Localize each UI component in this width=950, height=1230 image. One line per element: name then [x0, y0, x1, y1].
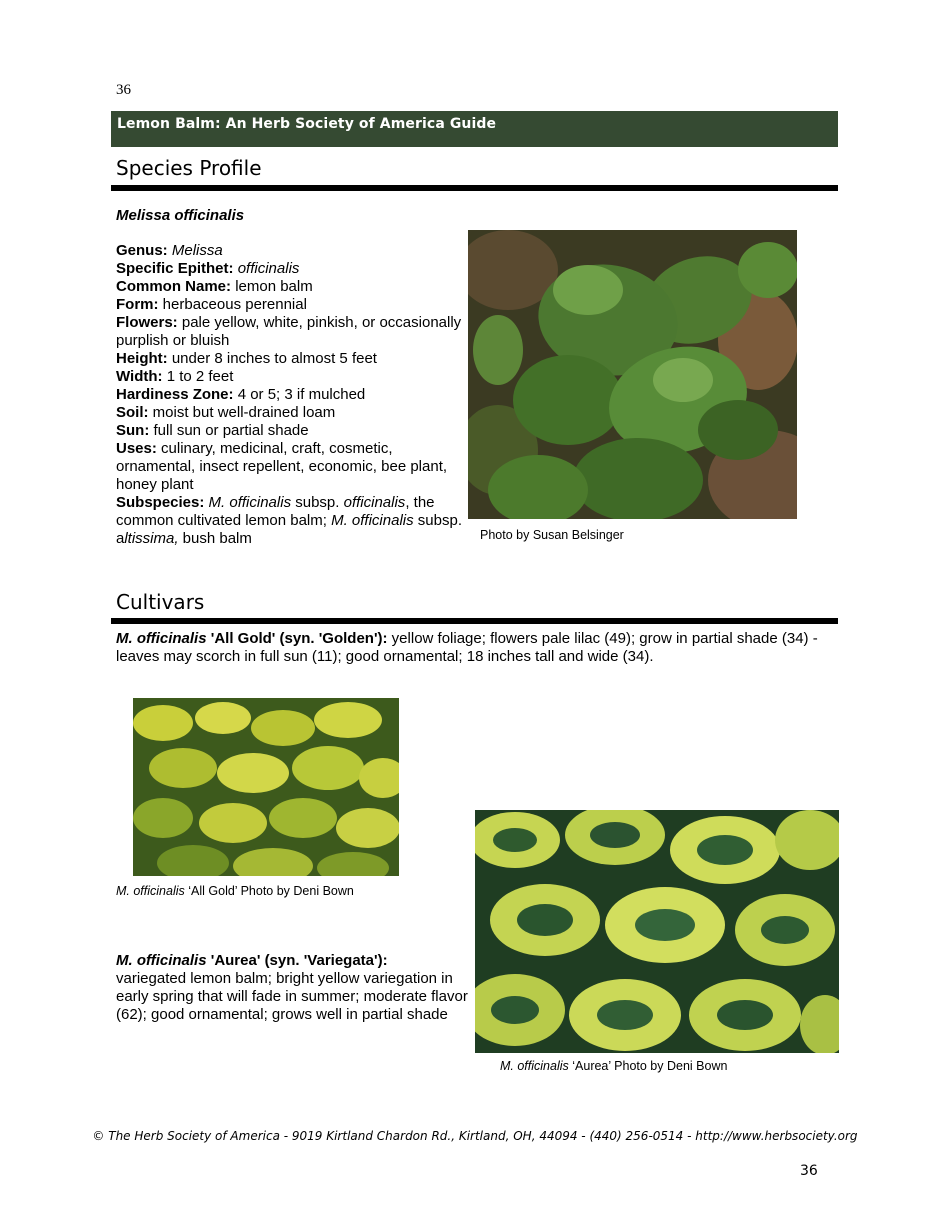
field-genus: Genus: Melissa: [116, 242, 223, 259]
page-number-top: 36: [116, 82, 131, 98]
page-number-bottom: 36: [800, 1163, 818, 1179]
aurea-description: M. officinalis 'Aurea' (syn. 'Variegata'): variegated lemon balm; bright yellow variegation in early spring that will fade in summer; moderate flavor (62); good ornamental; grows well in partial shade: [116, 952, 468, 1023]
species-profile-fields: [116, 242, 466, 548]
cultivars-heading: Cultivars: [116, 590, 205, 614]
field-uses: Uses: culinary, medicinal, craft, cosmetic, ornamental, insect repellent, economic, bee plant, honey plant: [116, 440, 448, 493]
field-width: Width: 1 to 2 feet: [116, 368, 234, 385]
field-epithet: Specific Epithet: officinalis: [116, 260, 300, 277]
header-title: Lemon Balm: An Herb Society of America Guide: [117, 116, 497, 132]
field-soil: Soil: moist but well-drained loam: [116, 404, 336, 421]
field-subspecies: Subspecies: M. officinalis subsp. officinalis, the common cultivated lemon balm; M. officinalis subsp. altissima, bush balm: [116, 494, 462, 547]
all-gold-photo-caption: M. officinalis ‘All Gold’ Photo by Deni Bown: [116, 884, 354, 898]
header-bar: [111, 111, 838, 147]
field-sun: Sun: full sun or partial shade: [116, 422, 309, 439]
field-common-name: Common Name: lemon balm: [116, 278, 313, 295]
species-profile-rule: [111, 185, 838, 191]
lemon-balm-photo: [468, 230, 797, 519]
all-gold-photo: [133, 698, 399, 876]
all-gold-photo-graphic: [133, 698, 399, 876]
lemon-balm-photo-graphic: [468, 230, 797, 519]
aurea-photo-graphic: [475, 810, 839, 1053]
footer-text: © The Herb Society of America - 9019 Kirtland Chardon Rd., Kirtland, OH, 44094 - (440) 256-0514 - http://www.herbsociety.org: [92, 1129, 858, 1143]
field-form: Form: herbaceous perennial: [116, 296, 307, 313]
all-gold-description: M. officinalis 'All Gold' (syn. 'Golden'): yellow foliage; flowers pale lilac (49); grow in partial shade (34) - leaves may scorch in full sun (11); good ornamental; 18 inches tall and wide (34).: [116, 630, 818, 665]
aurea-photo: [475, 810, 839, 1053]
cultivars-rule: [111, 618, 838, 624]
field-height: Height: under 8 inches to almost 5 feet: [116, 350, 377, 367]
species-profile-heading: Species Profile: [116, 156, 262, 180]
species-name: Melissa officinalis: [116, 207, 245, 224]
field-hardiness-zone: Hardiness Zone: 4 or 5; 3 if mulched: [116, 386, 366, 403]
field-flowers: Flowers: pale yellow, white, pinkish, or occasionally purplish or bluish: [116, 314, 462, 349]
lemon-balm-photo-caption: Photo by Susan Belsinger: [480, 528, 624, 542]
aurea-photo-caption: M. officinalis ‘Aurea’ Photo by Deni Bown: [500, 1059, 728, 1073]
